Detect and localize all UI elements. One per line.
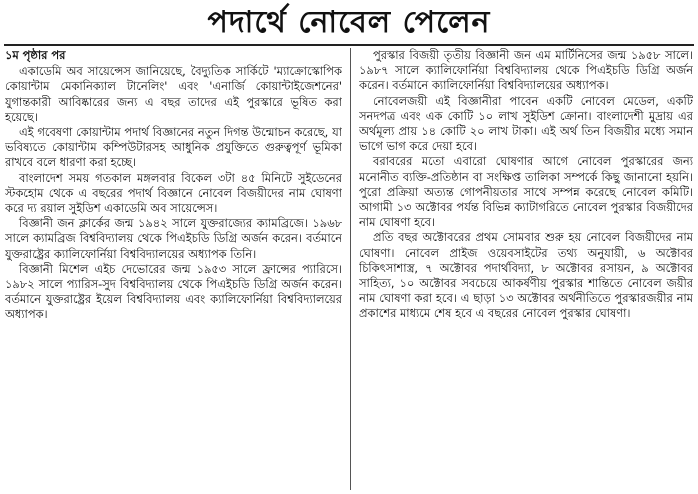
headline: পদার্থে নোবেল পেলেন: [207, 5, 491, 40]
continued-from-label: ১ম পৃষ্ঠার পর: [5, 48, 66, 62]
left-column: [5, 48, 342, 492]
paragraph: বরাবরের মতো এবারো ঘোষণার আগে নোবেল পুরস্কারের জন্য মনোনীত ব্যক্তি-প্রতিষ্ঠান বা সংক্ষিপ্ত তালিকা সম্পর্কে কিছু জানানো হয়নি। পুরো প্রক্রিয়া অত্যন্ত গোপনীয়তার সাথে সম্পন্ন করেছে নোবেল কমিটি। আগামী ১৩ অক্টোবর পর্যন্ত বিভিন্ন ক্যাটাগরিতে নোবেল পুরস্কার বিজয়ীদের নাম ঘোষণা হবে।: [359, 154, 693, 230]
paragraph: প্রতি বছর অক্টোবরের প্রথম সোমবার শুরু হয় নোবেল বিজয়ীদের নাম ঘোষণা। নোবেল প্রাইজ ওয়েবসাইটের তথ্য অনুযায়ী, ৬ অক্টোবর চিকিৎসাশাস্ত্র, ৭ অক্টোবর পদার্থবিদ্যা, ৮ অক্টোবর রসায়ন, ৯ অক্টোবর সাহিত্য, ১০ অক্টোবর সবচেয়ে আকর্ষণীয় পুরস্কার শান্তিতে নোবেল জয়ীর নাম ঘোষণা করা হবে। এ ছাড়া ১৩ অক্টোবর অর্থনীতিতে পুরস্কারজয়ীর নাম প্রকাশের মাধ্যমে শেষ হবে এ বছরের নোবেল পুরস্কার ঘোষণা।: [359, 230, 693, 321]
paragraph: একাডেমি অব সায়েন্সেস জানিয়েছে, বৈদ্যুতিক সার্কিটে 'ম্যাক্রোস্কোপিক কোয়ান্টাম মেকানিক্যাল টানেলিং' এবং 'এনার্জি কোয়ান্টাইজেশনের' যুগান্তকারী আবিষ্কারের জন্য এ বছর তাদের এই পুরস্কারে ভূষিত করা হয়েছে।: [5, 64, 342, 124]
paragraph: পুরস্কার বিজয়ী তৃতীয় বিজ্ঞানী জন এম মার্টিনিসের জন্ম ১৯৫৮ সালে। ১৯৮৭ সালে ক্যালিফোর্নিয়া বিশ্ববিদ্যালয় থেকে পিএইচডি ডিগ্রি অর্জন করেন। বর্তমানে ক্যালিফোর্নিয়া বিশ্ববিদ্যালয়ের অধ্যাপক।: [359, 48, 693, 93]
column-divider: [350, 48, 351, 490]
paragraph: এই গবেষণা কোয়ান্টাম পদার্থ বিজ্ঞানের নতুন দিগন্ত উন্মোচন করেছে, যা ভবিষ্যতে কোয়ান্টাম কম্পিউটারসহ আধুনিক প্রযুক্তিতে গুরুত্বপূর্ণ ভূমিকা রাখবে বলে ধারণা করা হচ্ছে।: [5, 125, 342, 170]
paragraph: বিজ্ঞানী মিশেল এইচ দেভোরের জন্ম ১৯৫৩ সালে ফ্রান্সের প্যারিসে। ১৯৮২ সালে প্যারিস-সুদ বিশ্ববিদ্যালয় থেকে পিএইচডি ডিগ্রি অর্জন করেন। বর্তমানে যুক্তরাষ্ট্রের ইয়েল বিশ্ববিদ্যালয় এবং ক্যালিফোর্নিয়া বিশ্ববিদ্যালয়ের অধ্যাপক।: [5, 261, 342, 322]
paragraph: নোবেলজয়ী এই বিজ্ঞানীরা পাবেন একটি নোবেল মেডেল, একটি সনদপত্র এবং এক কোটি ১০ লাখ সুইডিশ ক্রোনা। বাংলাদেশী মুদ্রায় এর অর্থমূল্য প্রায় ১৪ কোটি ২০ লাখ টাকা। এই অর্থ তিন বিজয়ীর মধ্যে সমান ভাগে ভাগ করে দেয়া হবে।: [359, 93, 693, 154]
right-column: [359, 48, 693, 492]
headline-rule: [4, 44, 694, 46]
paragraph: বাংলাদেশ সময় গতকাল মঙ্গলবার বিকেল ৩টা ৪৫ মিনিটে সুইডেনের স্টকহোম থেকে এ বছরের পদার্থ বিজ্ঞানে নোবেল বিজয়ীদের নাম ঘোষণা করে দ্য রয়াল সুইডিশ একাডেমি অব সায়েন্সেস।: [5, 170, 342, 216]
paragraph: বিজ্ঞানী জন ক্লার্কের জন্ম ১৯৪২ সালে যুক্তরাজ্যের ক্যামব্রিজে। ১৯৬৮ সালে ক্যামব্রিজ বিশ্ববিদ্যালয় থেকে পিএইচডি ডিগ্রি অর্জন করেন। বর্তমানে যুক্তরাষ্ট্রের ক্যালিফোর্নিয়া বিশ্ববিদ্যালয়ের অধ্যাপক তিনি।: [5, 216, 342, 261]
